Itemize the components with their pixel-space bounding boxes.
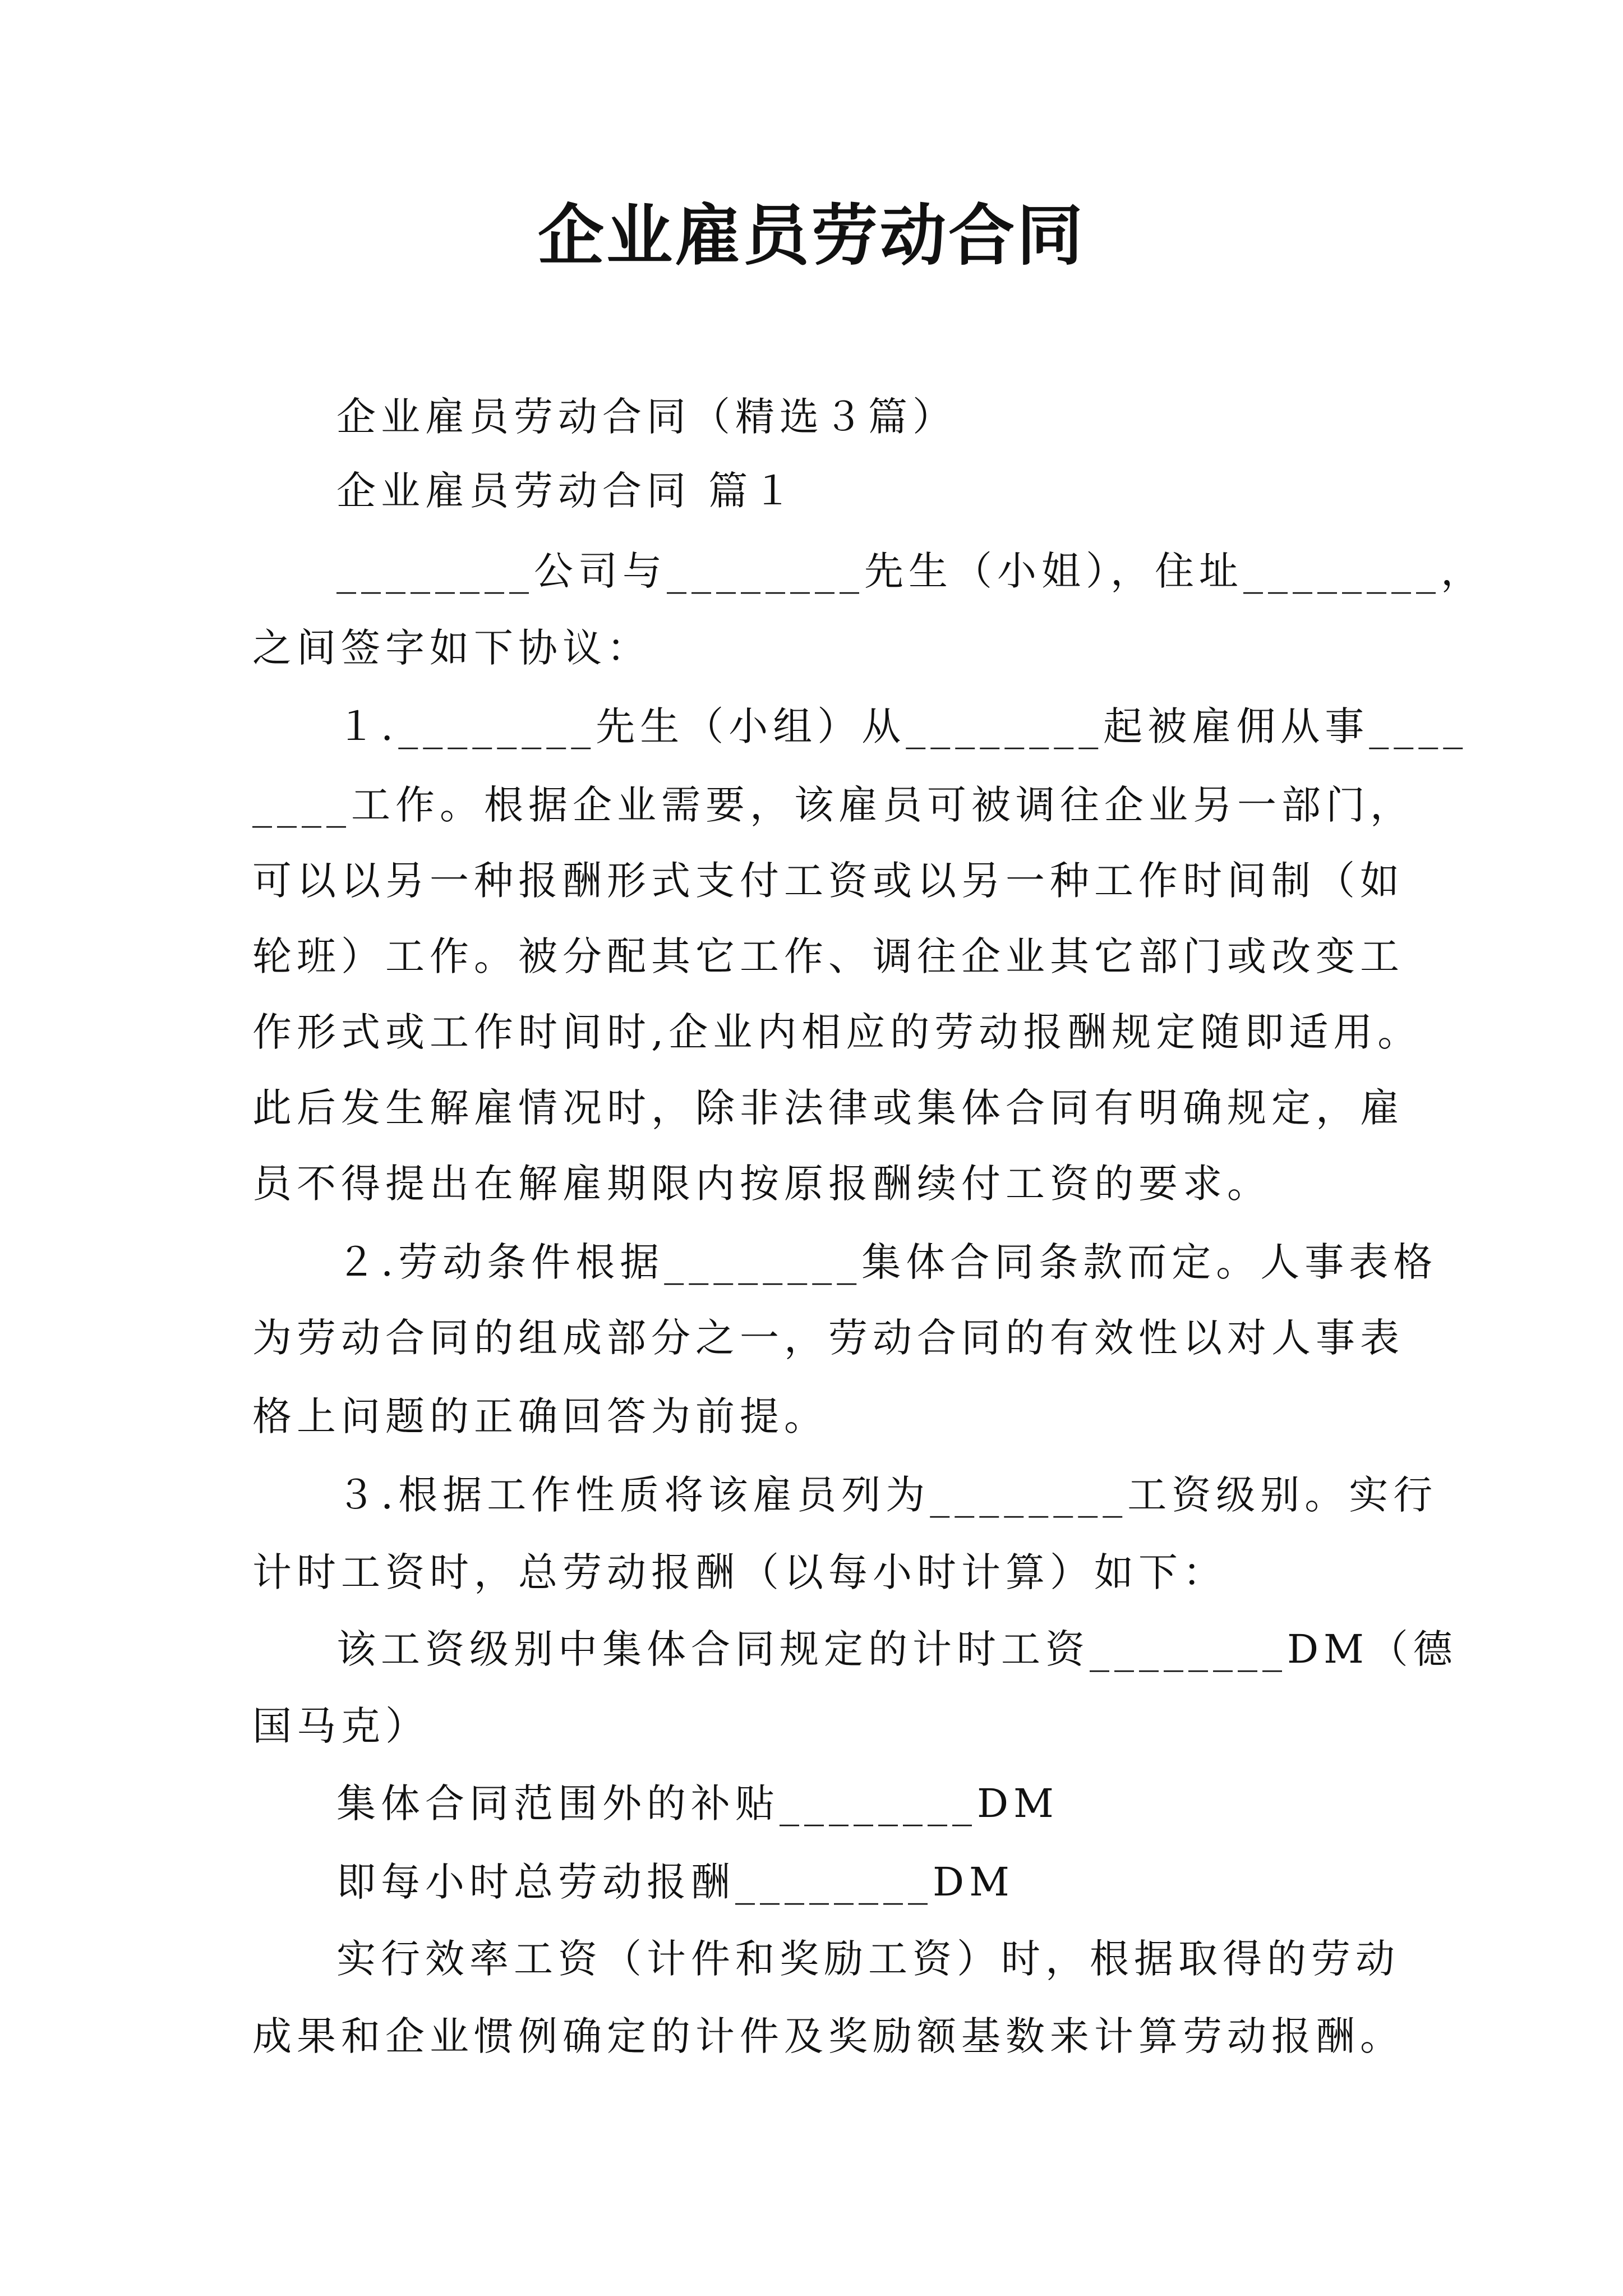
body-line: 计时工资时，总劳动报酬（以每小时计算）如下：	[252, 1549, 1227, 1595]
body-line: 为劳动合同的组成部分之一，劳动合同的有效性以对人事表	[252, 1315, 1404, 1361]
subtitle-line: 企业雇员劳动合同（精选３篇）	[336, 394, 957, 440]
body-line: 之间签字如下协议：	[252, 625, 651, 671]
body-line: 可以以另一种报酬形式支付工资或以另一种工作时间制（如	[252, 858, 1404, 904]
body-line: 集体合同范围外的补贴________DM	[336, 1780, 1059, 1826]
body-line: 格上问题的正确回答为前提。	[252, 1393, 828, 1439]
body-line: 国马克）	[252, 1703, 430, 1749]
body-line: 轮班）工作。被分配其它工作、调往企业其它部门或改变工	[252, 933, 1404, 979]
body-line: 作形式或工作时间时,企业内相应的劳动报酬规定随即适用。	[252, 1009, 1422, 1055]
body-line: 即每小时总劳动报酬________DM	[336, 1859, 1015, 1905]
clause-2-line: ２.劳动条件根据________集体合同条款而定。人事表格	[336, 1239, 1438, 1285]
clause-1-line: １.________先生（小组）从________起被雇佣从事____	[336, 703, 1468, 749]
body-line: ____工作。根据企业需要，该雇员可被调往企业另一部门，	[252, 782, 1414, 828]
body-line: 员不得提出在解雇期限内按原报酬续付工资的要求。	[252, 1161, 1271, 1207]
body-line: 成果和企业惯例确定的计件及奖励额基数来计算劳动报酬。	[252, 2013, 1404, 2059]
body-line: 此后发生解雇情况时，除非法律或集体合同有明确规定，雇	[252, 1085, 1404, 1131]
body-line: ________公司与________先生（小姐），住址________，	[336, 548, 1485, 594]
body-line: 实行效率工资（计件和奖励工资）时，根据取得的劳动	[336, 1936, 1400, 1982]
document-title: 企业雇员劳动合同	[537, 196, 1085, 274]
clause-3-line: ３.根据工作性质将该雇员列为________工资级别。实行	[336, 1472, 1438, 1518]
body-line: 该工资级别中集体合同规定的计时工资________DM（德	[336, 1626, 1458, 1672]
section-heading: 企业雇员劳动合同 篇１	[336, 468, 797, 514]
